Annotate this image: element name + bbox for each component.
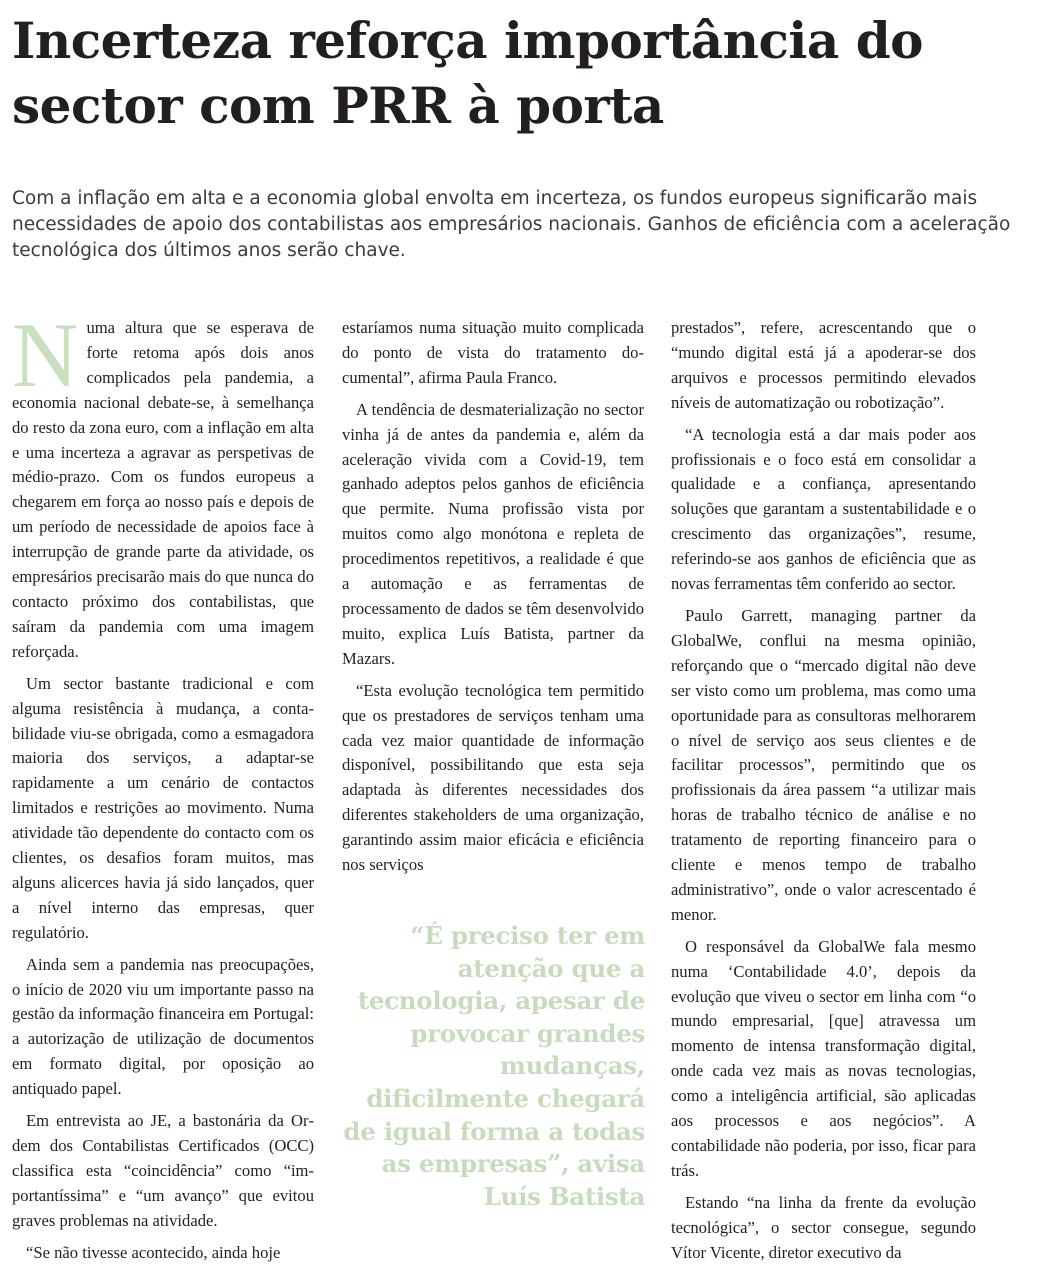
- article-paragraph: Ainda sem a pandemia nas preocupações, o início de 2020 viu um importante passo na gestão da informação financeira em Portugal: a autorização de utilização de documentos em formato digital, por oposição ao antiquado papel.: [12, 954, 314, 1099]
- article-column-1: [12, 304, 314, 1273]
- article-paragraph: Em entrevista ao JE, a bastonária da Ordem dos Contabilistas Certificados (OCC) classifica esta “coincidência” como “importantíssima” e “um avanço” que evitou graves problemas na atividade.: [12, 1111, 314, 1230]
- article-paragraph: A tendência de desmaterialização no sector vinha já de antes da pandemia e, além da aceleração vivida com a Covid-19, tem ganhado adeptos pelos ganhos de eficiência que permite. Numa profissão vista por muitos como algo monótona e repleta de procedimentos repetitivos, a realidade é que a automação e as ferramentas de processamento de dados se têm desenvolvido muito, explica Luís Batista, partner da Mazars.: [342, 399, 644, 668]
- article-paragraph: Paulo Garrett, managing partner da GlobalWe, conflui na mesma opinião, reforçando que o “mercado digital não deve ser visto como um problema, mas como uma oportunidade para as consultoras melhorarem o nível de serviço aos seus clientes e de facilitar processos”, permitindo que os profissionais da área passem “a utilizar mais horas de trabalho técnico de análise e no tratamento de reporting financeiro para o cliente e menos tempo de trabalho administrativo”, onde o valor acrescentado é menor.: [671, 605, 976, 924]
- article-paragraph: Estando “na linha da frente da evolução tecnológica”, o sector consegue, segundo Vítor Vicente, diretor executivo da: [671, 1192, 976, 1262]
- article-paragraph: Um sector bastante tradicional e com alguma resistência à mudança, a contabilidade viu-se obrigada, como a esmagadora maioria dos serviços, a adaptar-se rapidamente a um cenário de contactos limitados e restrições ao movimento. Numa atividade tão dependente do contacto com os clientes, os desafios foram muitos, mas alguns alicerces havia já sido lançados, quer a nível interno das empresas, quer regulatório.: [12, 673, 314, 942]
- article-paragraph: “Se não tivesse acontecido, ainda hoje: [26, 1242, 281, 1262]
- paragraph-text: uma altura que se esperava de forte retoma após dois anos complicados pela pandemia, a economia nacional debate-se, à semelhança do resto da zona euro, com a inflação em alta e uma incerteza a agravar as perspetivas de médio-prazo. Com os fundos europeus a chegarem em força ao nosso país e depois de um período de necessidade de apoios face à interrupção de grande parte da atividade, os empresários precisarão mais do que nunca do contacto próximo dos contabilistas, que saíram da pandemia com uma imagem reforçada.: [12, 318, 314, 661]
- article-column-3: [671, 316, 976, 1273]
- article-column-2: [342, 316, 644, 885]
- article-paragraph: [12, 304, 314, 665]
- article-paragraph: prestados”, refere, acrescentando que o “mundo digital está já a apoderar-se dos arquivos e processos permitindo elevados níveis de automatização ou robotização”.: [671, 318, 976, 412]
- article-paragraph: “A tecnologia está a dar mais poder aos profissionais e o foco está em consolidar a qualidade e a confiança, apresentando soluções que garantam a sustentabilidade e o crescimento das organizações”, resume, referindo-se aos ganhos de eficiência que as novas ferramentas têm conferido ao sector.: [671, 424, 976, 594]
- headline: Incerteza reforça importância do sector com PRR à porta: [12, 11, 924, 135]
- article-paragraph: O responsável da GlobalWe fala mesmo numa ‘Contabilidade 4.0’, depois da evolução que viveu o sector em linha com “o mundo empresarial, [que] atravessa um momento de intensa transformação digital, onde cada vez mais as novas tecnologias, como a inteligência artificial, são aplicadas aos processos e aos negócios”. A contabilidade não poderia, por isso, ficar para trás.: [671, 936, 976, 1180]
- pull-quote: “É preciso ter em atenção que a tecnologia, apesar de provocar grandes mudanças, dificilmente chegará de igual forma a todas as empresas”, avisa Luís Batista: [343, 921, 645, 1211]
- article-paragraph: “Esta evolução tecnológica tem permitido que os prestadores de serviços tenham uma cada vez maior quantidade de informação disponível, possibilitando que esta seja adaptada às diferentes necessidades dos diferentes stakeholders de uma organização, garantindo assim maior eficácia e eficiência nos serviços: [342, 680, 644, 875]
- article-paragraph: estaríamos numa situação muito complicada do ponto de vista do tratamento documental”, afirma Paula Franco.: [342, 318, 644, 387]
- drop-cap: N: [12, 304, 79, 406]
- lead-paragraph: Com a inflação em alta e a economia global envolta em incerteza, os fundos europeus significarão mais necessidades de apoio dos contabilistas aos empresários nacionais. Ganhos de eficiência com a aceleração tecnológica dos últimos anos serão chave.: [12, 188, 1011, 261]
